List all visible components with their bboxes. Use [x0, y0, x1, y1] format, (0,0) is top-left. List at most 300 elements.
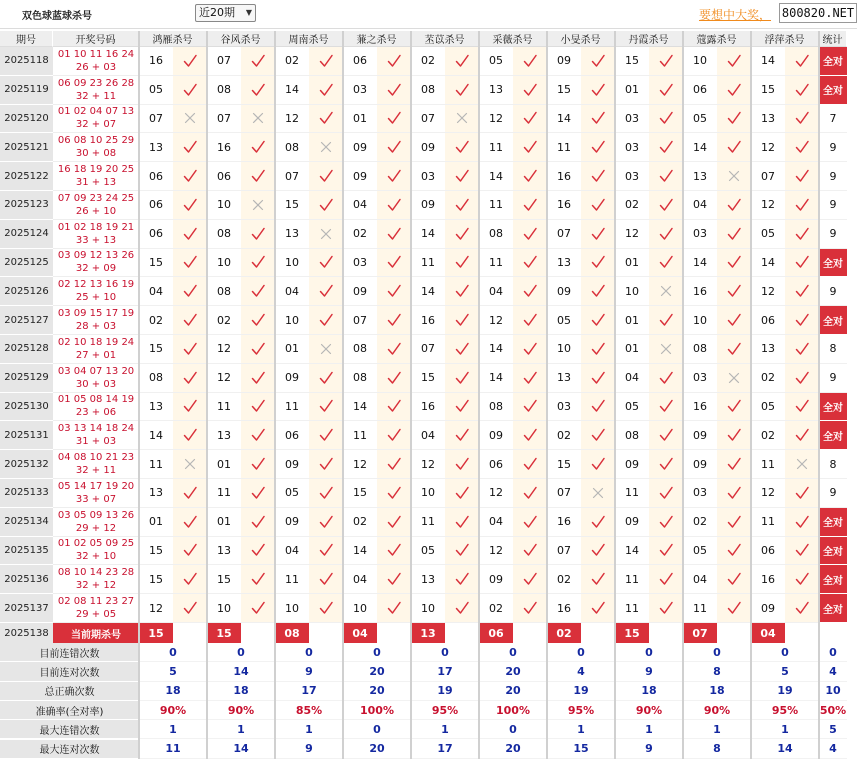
check-icon: [522, 427, 538, 443]
summary-value: 5: [751, 662, 819, 681]
correct-mark: [581, 191, 614, 220]
correct-mark: [581, 565, 614, 594]
table-row: [0, 220, 857, 249]
current-kill-number: 08: [275, 623, 309, 643]
correct-mark: [241, 133, 274, 162]
correct-mark: [377, 306, 410, 335]
check-icon: [454, 283, 470, 299]
correct-mark: [309, 249, 342, 278]
summary-value: 90%: [615, 701, 683, 720]
correct-mark: [513, 277, 546, 306]
kill-number: 11: [751, 508, 785, 537]
draw-numbers: [53, 76, 139, 105]
correct-count: 9: [819, 364, 847, 393]
all-correct-badge: 全对: [819, 306, 847, 335]
summary-value: 100%: [479, 701, 547, 720]
check-icon: [590, 456, 606, 472]
check-icon: [794, 254, 810, 270]
kill-number: 12: [275, 105, 309, 134]
check-icon: [454, 485, 470, 501]
correct-mark: [445, 594, 478, 623]
correct-mark: [785, 565, 818, 594]
check-icon: [454, 53, 470, 69]
draw-tail: 31 + 13: [75, 177, 117, 189]
draw-tail: 32 + 10: [75, 551, 117, 563]
summary-value: 1: [615, 720, 683, 739]
correct-mark: [241, 335, 274, 364]
kill-number: 10: [275, 306, 309, 335]
correct-mark: [649, 162, 682, 191]
summary-stat: 5: [819, 720, 847, 739]
check-icon: [794, 312, 810, 328]
correct-mark: [785, 508, 818, 537]
kill-number: 05: [139, 76, 173, 105]
correct-mark: [513, 162, 546, 191]
issue-number: 2025127: [0, 306, 53, 335]
table-row: [0, 594, 857, 623]
header-expert: 苤苡杀号: [411, 31, 479, 47]
check-icon: [794, 427, 810, 443]
issue-number: 2025118: [0, 47, 53, 76]
check-icon: [522, 82, 538, 98]
check-icon: [454, 82, 470, 98]
correct-mark: [445, 364, 478, 393]
check-icon: [386, 283, 402, 299]
kill-number: 14: [615, 537, 649, 566]
summary-value: 14: [207, 662, 275, 681]
kill-number: 07: [343, 306, 377, 335]
summary-value: 15: [547, 740, 615, 759]
correct-mark: [377, 450, 410, 479]
correct-mark: [717, 565, 750, 594]
correct-mark: [445, 306, 478, 335]
kill-number: 13: [751, 105, 785, 134]
summary-value: 0: [479, 643, 547, 662]
summary-row: [0, 662, 857, 681]
draw-red-balls: 03 05 09 13 26: [57, 509, 135, 521]
correct-mark: [513, 537, 546, 566]
kill-number: 01: [207, 508, 241, 537]
kill-number: 08: [683, 335, 717, 364]
correct-mark: [309, 421, 342, 450]
correct-mark: [241, 594, 274, 623]
check-icon: [454, 571, 470, 587]
column-separator: [410, 31, 412, 759]
kill-number: 13: [751, 335, 785, 364]
correct-mark: [173, 249, 206, 278]
current-period-row: [0, 623, 857, 643]
summary-label: 目前连错次数: [0, 643, 139, 662]
check-icon: [522, 197, 538, 213]
check-icon: [794, 110, 810, 126]
kill-number: 06: [751, 306, 785, 335]
kill-number: 03: [683, 364, 717, 393]
check-icon: [318, 571, 334, 587]
kill-number: 14: [411, 220, 445, 249]
correct-mark: [241, 162, 274, 191]
correct-mark: [513, 364, 546, 393]
check-icon: [726, 110, 742, 126]
check-icon: [726, 398, 742, 414]
cross-icon: [182, 110, 198, 126]
check-icon: [318, 398, 334, 414]
wrong-mark: [649, 335, 682, 364]
kill-number: 12: [751, 133, 785, 162]
all-correct-badge: 全对: [819, 47, 847, 76]
kill-number: 12: [139, 594, 173, 623]
correct-mark: [785, 220, 818, 249]
summary-label: 目前连对次数: [0, 662, 139, 681]
issue-number: 2025128: [0, 335, 53, 364]
kill-number: 09: [479, 565, 513, 594]
correct-mark: [717, 594, 750, 623]
check-icon: [726, 254, 742, 270]
table-row: [0, 133, 857, 162]
kill-number: 02: [343, 220, 377, 249]
check-icon: [250, 168, 266, 184]
correct-mark: [241, 76, 274, 105]
correct-mark: [445, 393, 478, 422]
correct-mark: [377, 364, 410, 393]
correct-mark: [241, 421, 274, 450]
kill-number: 09: [411, 133, 445, 162]
correct-mark: [309, 450, 342, 479]
check-icon: [250, 485, 266, 501]
kill-number: 14: [343, 393, 377, 422]
kill-number: 09: [547, 277, 581, 306]
table-row: [0, 479, 857, 508]
kill-number: 09: [343, 277, 377, 306]
summary-value: 19: [547, 682, 615, 701]
wrong-mark: [649, 277, 682, 306]
check-icon: [454, 226, 470, 242]
correct-mark: [241, 393, 274, 422]
kill-number: 16: [751, 565, 785, 594]
kill-number: 11: [683, 594, 717, 623]
correct-mark: [649, 565, 682, 594]
check-icon: [590, 341, 606, 357]
kill-number: 07: [411, 105, 445, 134]
correct-mark: [513, 393, 546, 422]
check-icon: [250, 571, 266, 587]
correct-mark: [717, 479, 750, 508]
correct-mark: [241, 364, 274, 393]
current-mark-blank: [173, 623, 206, 643]
kill-number: 07: [207, 47, 241, 76]
kill-number: 15: [547, 450, 581, 479]
check-icon: [794, 571, 810, 587]
all-correct-badge: 全对: [819, 76, 847, 105]
chevron-down-icon: ▼: [245, 8, 252, 17]
kill-number: 10: [207, 249, 241, 278]
all-correct-badge: 全对: [819, 249, 847, 278]
draw-numbers: [53, 105, 139, 134]
check-icon: [386, 514, 402, 530]
kill-number: 04: [411, 421, 445, 450]
kill-number: 14: [683, 133, 717, 162]
header-expert: 蔻露杀号: [683, 31, 751, 47]
cross-icon: [250, 110, 266, 126]
correct-mark: [717, 450, 750, 479]
check-icon: [522, 370, 538, 386]
correct-mark: [717, 508, 750, 537]
draw-red-balls: 05 14 17 19 20: [57, 480, 135, 492]
table-row: [0, 537, 857, 566]
correct-mark: [241, 479, 274, 508]
draw-numbers: [53, 364, 139, 393]
kill-number: 09: [275, 364, 309, 393]
issue-number: 2025124: [0, 220, 53, 249]
kill-number: 02: [207, 306, 241, 335]
issue-number: 2025132: [0, 450, 53, 479]
wrong-mark: [241, 191, 274, 220]
kill-number: 03: [615, 162, 649, 191]
correct-mark: [173, 76, 206, 105]
correct-mark: [785, 249, 818, 278]
correct-mark: [309, 76, 342, 105]
all-correct-badge: 全对: [819, 393, 847, 422]
check-icon: [522, 485, 538, 501]
check-icon: [658, 312, 674, 328]
table-header: [0, 31, 857, 47]
check-icon: [522, 571, 538, 587]
current-mark-blank: [717, 623, 750, 643]
summary-label: 准确率(全对率): [0, 701, 139, 720]
check-icon: [658, 456, 674, 472]
current-kill-number: 15: [207, 623, 241, 643]
kill-number: 16: [683, 393, 717, 422]
table-row: [0, 277, 857, 306]
check-icon: [182, 53, 198, 69]
draw-red-balls: 02 10 18 19 24: [57, 336, 135, 348]
correct-mark: [513, 249, 546, 278]
draw-tail: 29 + 05: [75, 609, 117, 621]
header-stats: 统计: [819, 31, 847, 47]
check-icon: [658, 485, 674, 501]
check-icon: [590, 571, 606, 587]
promo-link[interactable]: 要想中大奖，: [699, 8, 772, 22]
check-icon: [250, 139, 266, 155]
kill-number: 14: [683, 249, 717, 278]
kill-number: 04: [275, 277, 309, 306]
kill-number: 11: [479, 133, 513, 162]
kill-number: 05: [683, 537, 717, 566]
kill-number: 12: [411, 450, 445, 479]
check-icon: [318, 542, 334, 558]
kill-number: 08: [275, 133, 309, 162]
correct-mark: [717, 306, 750, 335]
column-separator: [750, 31, 752, 759]
correct-mark: [649, 191, 682, 220]
draw-red-balls: 16 18 19 20 25: [57, 164, 135, 176]
correct-mark: [785, 479, 818, 508]
kill-number: 08: [207, 220, 241, 249]
check-icon: [590, 514, 606, 530]
correct-mark: [649, 47, 682, 76]
kill-number: 13: [139, 393, 173, 422]
kill-number: 12: [207, 335, 241, 364]
issue-number: 2025121: [0, 133, 53, 162]
kill-number: 02: [751, 421, 785, 450]
summary-value: 8: [683, 662, 751, 681]
kill-number: 09: [275, 450, 309, 479]
kill-number: 10: [683, 306, 717, 335]
draw-numbers: [53, 393, 139, 422]
check-icon: [794, 82, 810, 98]
check-icon: [794, 226, 810, 242]
check-icon: [522, 398, 538, 414]
all-correct-badge: 全对: [819, 421, 847, 450]
check-icon: [386, 427, 402, 443]
check-icon: [250, 542, 266, 558]
check-icon: [658, 427, 674, 443]
correct-mark: [581, 133, 614, 162]
draw-red-balls: 06 09 23 26 28: [57, 77, 135, 89]
check-icon: [794, 53, 810, 69]
check-icon: [386, 571, 402, 587]
table-row: [0, 421, 857, 450]
summary-value: 20: [479, 740, 547, 759]
check-icon: [318, 485, 334, 501]
draw-tail: 26 + 03: [75, 61, 117, 73]
draw-numbers: [53, 479, 139, 508]
kill-number: 06: [139, 191, 173, 220]
table-row: [0, 508, 857, 537]
draw-tail: 33 + 13: [75, 234, 117, 246]
issue-number: 2025137: [0, 594, 53, 623]
current-mark-blank: [241, 623, 274, 643]
check-icon: [522, 542, 538, 558]
summary-value: 4: [547, 662, 615, 681]
check-icon: [182, 571, 198, 587]
kill-number: 09: [683, 450, 717, 479]
kill-number: 03: [615, 105, 649, 134]
summary-value: 1: [139, 720, 207, 739]
kill-number: 07: [207, 105, 241, 134]
draw-red-balls: 01 02 18 19 21: [57, 221, 135, 233]
correct-mark: [173, 508, 206, 537]
correct-mark: [717, 537, 750, 566]
table-row: [0, 191, 857, 220]
correct-mark: [377, 277, 410, 306]
correct-mark: [649, 421, 682, 450]
kill-number: 10: [275, 594, 309, 623]
check-icon: [318, 514, 334, 530]
check-icon: [522, 139, 538, 155]
kill-number: 05: [479, 47, 513, 76]
kill-number: 06: [683, 76, 717, 105]
wrong-mark: [581, 479, 614, 508]
kill-number: 12: [751, 479, 785, 508]
correct-mark: [377, 479, 410, 508]
column-separator: [342, 31, 344, 759]
correct-mark: [241, 306, 274, 335]
check-icon: [454, 398, 470, 414]
check-icon: [454, 139, 470, 155]
period-select[interactable]: [195, 4, 256, 22]
correct-mark: [445, 133, 478, 162]
current-kill-number: 15: [139, 623, 173, 643]
check-icon: [250, 427, 266, 443]
kill-number: 04: [615, 364, 649, 393]
current-kill-number: 13: [411, 623, 445, 643]
correct-mark: [173, 364, 206, 393]
correct-mark: [309, 565, 342, 594]
check-icon: [794, 370, 810, 386]
kill-number: 03: [683, 479, 717, 508]
draw-red-balls: 02 12 13 16 19: [57, 279, 135, 291]
summary-value: 0: [615, 643, 683, 662]
correct-mark: [445, 421, 478, 450]
issue-number: 2025135: [0, 537, 53, 566]
correct-mark: [445, 565, 478, 594]
issue-number: 2025119: [0, 76, 53, 105]
kill-number: 07: [139, 105, 173, 134]
check-icon: [182, 600, 198, 616]
current-mark-blank: [309, 623, 342, 643]
kill-number: 11: [615, 479, 649, 508]
column-separator: [682, 31, 684, 759]
kill-number: 15: [547, 76, 581, 105]
draw-tail: 30 + 08: [75, 148, 117, 160]
correct-mark: [581, 76, 614, 105]
correct-mark: [445, 335, 478, 364]
kill-number: 07: [547, 220, 581, 249]
draw-red-balls: 02 08 11 23 27: [57, 596, 135, 608]
correct-mark: [241, 249, 274, 278]
correct-mark: [173, 421, 206, 450]
check-icon: [454, 427, 470, 443]
check-icon: [318, 456, 334, 472]
check-icon: [794, 197, 810, 213]
check-icon: [386, 168, 402, 184]
kill-number: 16: [547, 191, 581, 220]
check-icon: [386, 226, 402, 242]
correct-mark: [377, 537, 410, 566]
kill-number: 05: [411, 537, 445, 566]
column-separator: [818, 31, 820, 759]
kill-number: 02: [411, 47, 445, 76]
current-kill-number: 15: [615, 623, 649, 643]
draw-red-balls: 01 02 05 09 25: [57, 538, 135, 550]
correct-mark: [717, 277, 750, 306]
all-correct-badge: 全对: [819, 508, 847, 537]
kill-number: 09: [615, 508, 649, 537]
check-icon: [658, 600, 674, 616]
correct-mark: [717, 335, 750, 364]
check-icon: [454, 370, 470, 386]
check-icon: [658, 139, 674, 155]
kill-number: 01: [207, 450, 241, 479]
draw-numbers: [53, 565, 139, 594]
summary-value: 1: [547, 720, 615, 739]
current-mark-blank: [581, 623, 614, 643]
draw-tail: 30 + 03: [75, 378, 117, 390]
kill-number: 05: [683, 105, 717, 134]
correct-mark: [377, 162, 410, 191]
column-separator: [206, 31, 208, 759]
correct-mark: [649, 306, 682, 335]
check-icon: [590, 398, 606, 414]
kill-number: 12: [751, 277, 785, 306]
issue-number: 2025122: [0, 162, 53, 191]
summary-row: [0, 720, 857, 739]
correct-mark: [649, 105, 682, 134]
wrong-mark: [717, 364, 750, 393]
correct-mark: [445, 47, 478, 76]
correct-mark: [513, 47, 546, 76]
kill-number: 14: [547, 105, 581, 134]
